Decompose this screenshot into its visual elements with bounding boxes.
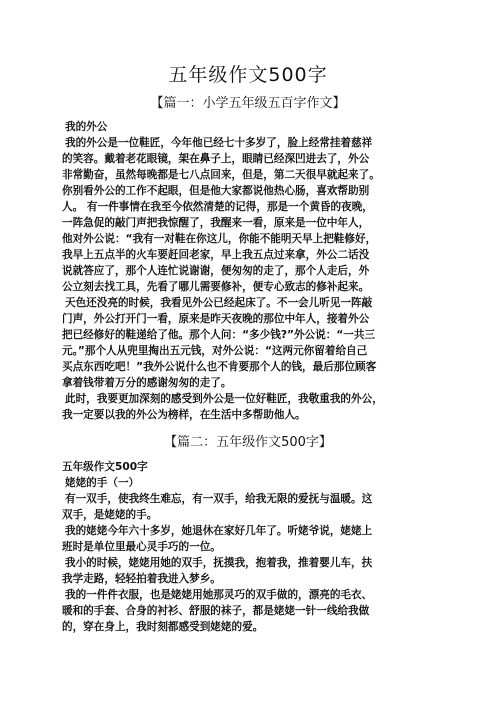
paragraph-line: 买点东西吃吧！”我外公说什么也不肯要那个人的钱，最后那位顾客: [62, 361, 377, 373]
document-title: 五年级作文500字: [168, 64, 328, 86]
paragraph-line: 我的一件件衣服，也是姥姥用她那灵巧的双手做的，漂亮的毛衣、: [65, 589, 373, 601]
paragraph-line: 我的外公: [65, 121, 108, 133]
paragraph-line: 的，穿在身上，我时刻都感受到姥姥的爱。: [62, 621, 264, 633]
paragraph-line: 双手，是姥姥的手。: [62, 509, 158, 521]
section-heading-1: 【篇一：小学五年级五百字作文】: [150, 96, 346, 111]
paragraph-line: 我小的时候，姥姥用她的双手，抚摸我，抱着我，推着婴儿车，扶: [65, 557, 373, 569]
paragraph-line: 姥姥的手（一）: [65, 477, 140, 489]
paragraph-line: 你别看外公的工作不起眼，但是他大家都说他热心肠，喜欢帮助别: [62, 185, 370, 197]
paragraph-line: 拿着钱带着万分的感谢匆匆的走了。: [62, 377, 232, 389]
paragraph-line: 他对外公说：“我有一对鞋在你这儿，你能不能明天早上把鞋修好，: [62, 233, 377, 245]
paragraph-line: 说就答应了，那个人连忙说谢谢，便匆匆的走了，那个人走后，外: [62, 265, 370, 277]
paragraph-line: 有一双手，使我终生难忘，有一双手，给我无限的爱抚与温暖。这: [65, 493, 373, 505]
paragraph-line: 人。 有一件事情在我至今依然清楚的记得，那是一个黄昏的夜晚，: [62, 201, 373, 213]
paragraph-line: 我学走路，轻轻拍着我进入梦乡。: [62, 573, 221, 585]
paragraph-line: 我一定要以我的外公为榜样，在生活中多帮助他人。: [62, 409, 306, 421]
paragraph-line: 门声，外公打开门一看，原来是昨天夜晚的那位中年人，接着外公: [62, 313, 370, 325]
paragraph-line: 我的姥姥今年六十多岁，她退休在家好几年了。听姥爷说，姥姥上: [65, 525, 373, 537]
paragraph-line: 非常勤奋，虽然每晚都是七八点回来，但是，第二天很早就起来了。: [62, 169, 380, 181]
paragraph-line: 天色还没亮的时候，我看见外公已经起床了。不一会儿听见一阵敲: [65, 297, 373, 309]
paragraph-line: 班时是单位里最心灵手巧的一位。: [62, 541, 221, 553]
paragraph-line: 暖和的手套、合身的衬衫、舒服的袜子，都是姥姥一针一线给我做: [62, 605, 370, 617]
paragraph-line: 把已经修好的鞋递给了他。那个人问：“多少钱?”外公说：“一共三: [62, 329, 376, 341]
paragraph-line: 公立刻去找工具，先看了哪儿需要修补，便专心致志的修补起来。: [62, 281, 370, 293]
paragraph-line: 一阵急促的敲门声把我惊醒了，我醒来一看，原来是一位中年人，: [62, 217, 370, 229]
paragraph-line: 我早上五点半的火车要赶回老家，早上我五点过来拿，外公二话没: [62, 249, 370, 261]
paragraph-line: 五年级作文500字: [62, 461, 148, 473]
paragraph-line: 元。”那个人从兜里掏出五元钱，对外公说：“这两元你留着给自己: [62, 345, 368, 357]
paragraph-line: 我的外公是一位鞋匠，今年他已经七十多岁了，脸上经常挂着慈祥: [65, 137, 373, 149]
paragraph-line: 的笑容。戴着老花眼镜，架在鼻子上，眼睛已经深凹进去了，外公: [62, 153, 370, 165]
paragraph-line: 此时，我要更加深刻的感受到外公是一位好鞋匠，我敬重我的外公，: [65, 393, 383, 405]
section-heading-2: 【篇二：五年级作文500字】: [164, 435, 332, 450]
